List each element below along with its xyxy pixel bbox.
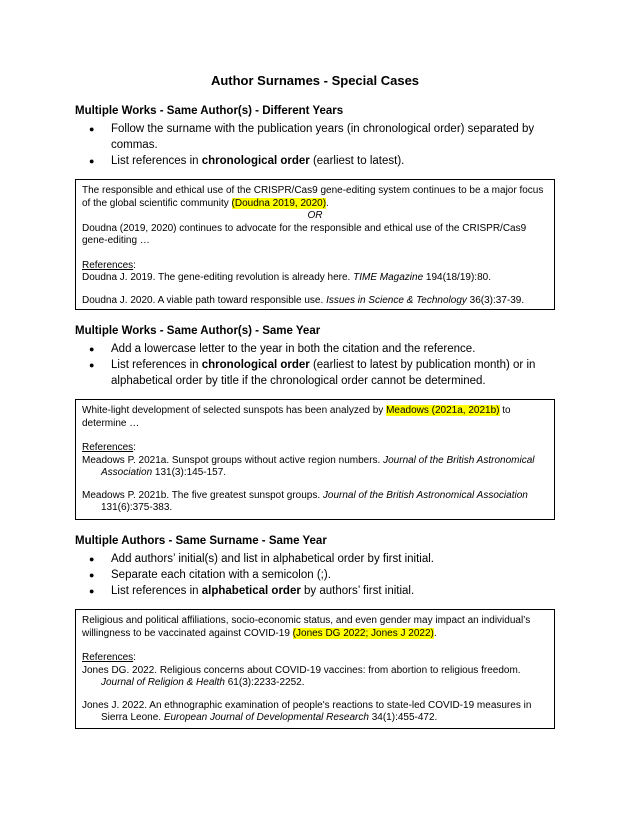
reference-entry [82,455,548,480]
example-text: . [433,627,437,639]
example-box-different-years [75,179,555,310]
list-item [75,583,545,599]
references-colon: : [133,652,136,663]
bullet-text: List references in [111,585,202,597]
reference-text: 194(18/19):80. [423,272,491,283]
section-heading-same-surname: Multiple Authors - Same Surname - Same Year [75,535,327,547]
highlighted-citation: Meadows (2021a, 2021b) [386,405,500,416]
list-item [75,341,545,357]
bullet-bold-text: chronological order [201,359,310,371]
example-text: . [326,197,329,209]
references-label: References [82,259,134,271]
bullet-text: List references in [111,155,202,167]
bullet-bold-text: chronological order [201,155,310,167]
reference-source: Issues in Science & Technology [326,294,467,306]
bullet-list-same-year [75,341,545,389]
example-text: to determine … [82,405,511,429]
bullet-text: Add a lowercase letter to the year in both the citation and the reference. [111,343,476,355]
section-heading-same-year: Multiple Works - Same Author(s) - Same Year [75,325,321,337]
references-label: References [82,442,134,453]
reference-source: Journal of Religion & Health [101,677,225,688]
bullet-bold-text: alphabetical order [201,585,301,597]
references-colon: : [133,259,136,271]
or-separator: OR [307,210,323,221]
references-heading [82,260,548,273]
bullet-text: (earliest to latest by publication month) or in alphabetical order by title if the chronological order cannot be determined. [111,359,536,387]
reference-text: Meadows P. 2021b. The five greatest sunspot groups. [82,489,323,501]
list-item [75,567,545,583]
list-item [75,551,545,567]
example-paragraph [82,185,548,210]
reference-text: 36(3):37-39. [466,294,525,306]
reference-entry [82,272,548,285]
bullet-text: Separate each citation with a semicolon (;). [111,569,331,581]
bullet-text: (earliest to latest). [309,155,405,167]
reference-text: Doudna J. 2020. A viable path toward responsible use. [82,294,327,306]
reference-text: 131(3):145-157. [152,467,227,478]
list-item [75,357,545,389]
bullet-list-same-surname [75,551,545,599]
example-text: Religious and political affiliations, socio-economic status, and even gender may impact an individual’s willingness to be vaccinated against COVID-19 [82,615,531,639]
reference-text: Jones DG. 2022. Religious concerns about COVID-19 vaccines: from abortion to religious freedom. [82,664,521,676]
section-heading-different-years: Multiple Works - Same Author(s) - Different Years [75,105,344,117]
references-heading [82,652,548,665]
reference-entry [82,665,548,690]
reference-entry [82,490,548,515]
reference-text: 34(1):455-472. [368,712,438,723]
reference-text: Jones J. 2022. An ethnographic examination of people's reactions to state-led COVID-19 measures in Sierra Leone. [82,699,532,723]
example-box-same-year [75,399,555,520]
bullet-text: List references in [111,359,202,371]
example-text: White-light development of selected sunspots has been analyzed by [82,405,387,416]
reference-text: Meadows P. 2021a. Sunspot groups without active region numbers. [82,454,384,466]
page-title: Author Surnames - Special Cases [210,73,420,88]
reference-source: European Journal of Developmental Research [163,712,369,723]
reference-text: 131(6):375-383. [101,502,173,513]
example-paragraph [82,615,548,640]
example-paragraph-alt: Doudna (2019, 2020) continues to advocate for the responsible and ethical use of the CRISPR/Cas9 gene-editing … [82,222,527,246]
bullet-text: by authors’ first initial. [300,585,415,597]
references-label: References [82,652,134,663]
bullet-text: Follow the surname with the publication years (in chronological order) separated by commas. [111,123,535,151]
reference-source: TIME Magazine [353,272,424,283]
example-text: The responsible and ethical use of the CRISPR/Cas9 gene-editing system continues to be a major focus of the global scientific community [82,185,544,209]
highlighted-citation: (Doudna 2019, 2020) [231,197,327,209]
bullet-list-different-years [75,121,545,169]
list-item [75,153,545,169]
reference-text: Doudna J. 2019. The gene-editing revolution is already here. [82,272,354,283]
references-heading [82,442,548,455]
list-item [75,121,545,153]
reference-source: Journal of the British Astronomical Association [101,454,535,478]
example-box-same-surname [75,609,555,729]
reference-entry [82,700,548,725]
reference-source: Journal of the British Astronomical Association [322,489,528,501]
bullet-text: Add authors’ initial(s) and list in alphabetical order by first initial. [111,553,435,565]
references-colon: : [133,442,136,453]
highlighted-citation: (Jones DG 2022; Jones J 2022) [292,627,434,639]
reference-entry [82,295,548,308]
example-paragraph [82,405,548,430]
reference-text: 61(3):2233-2252. [224,677,305,688]
